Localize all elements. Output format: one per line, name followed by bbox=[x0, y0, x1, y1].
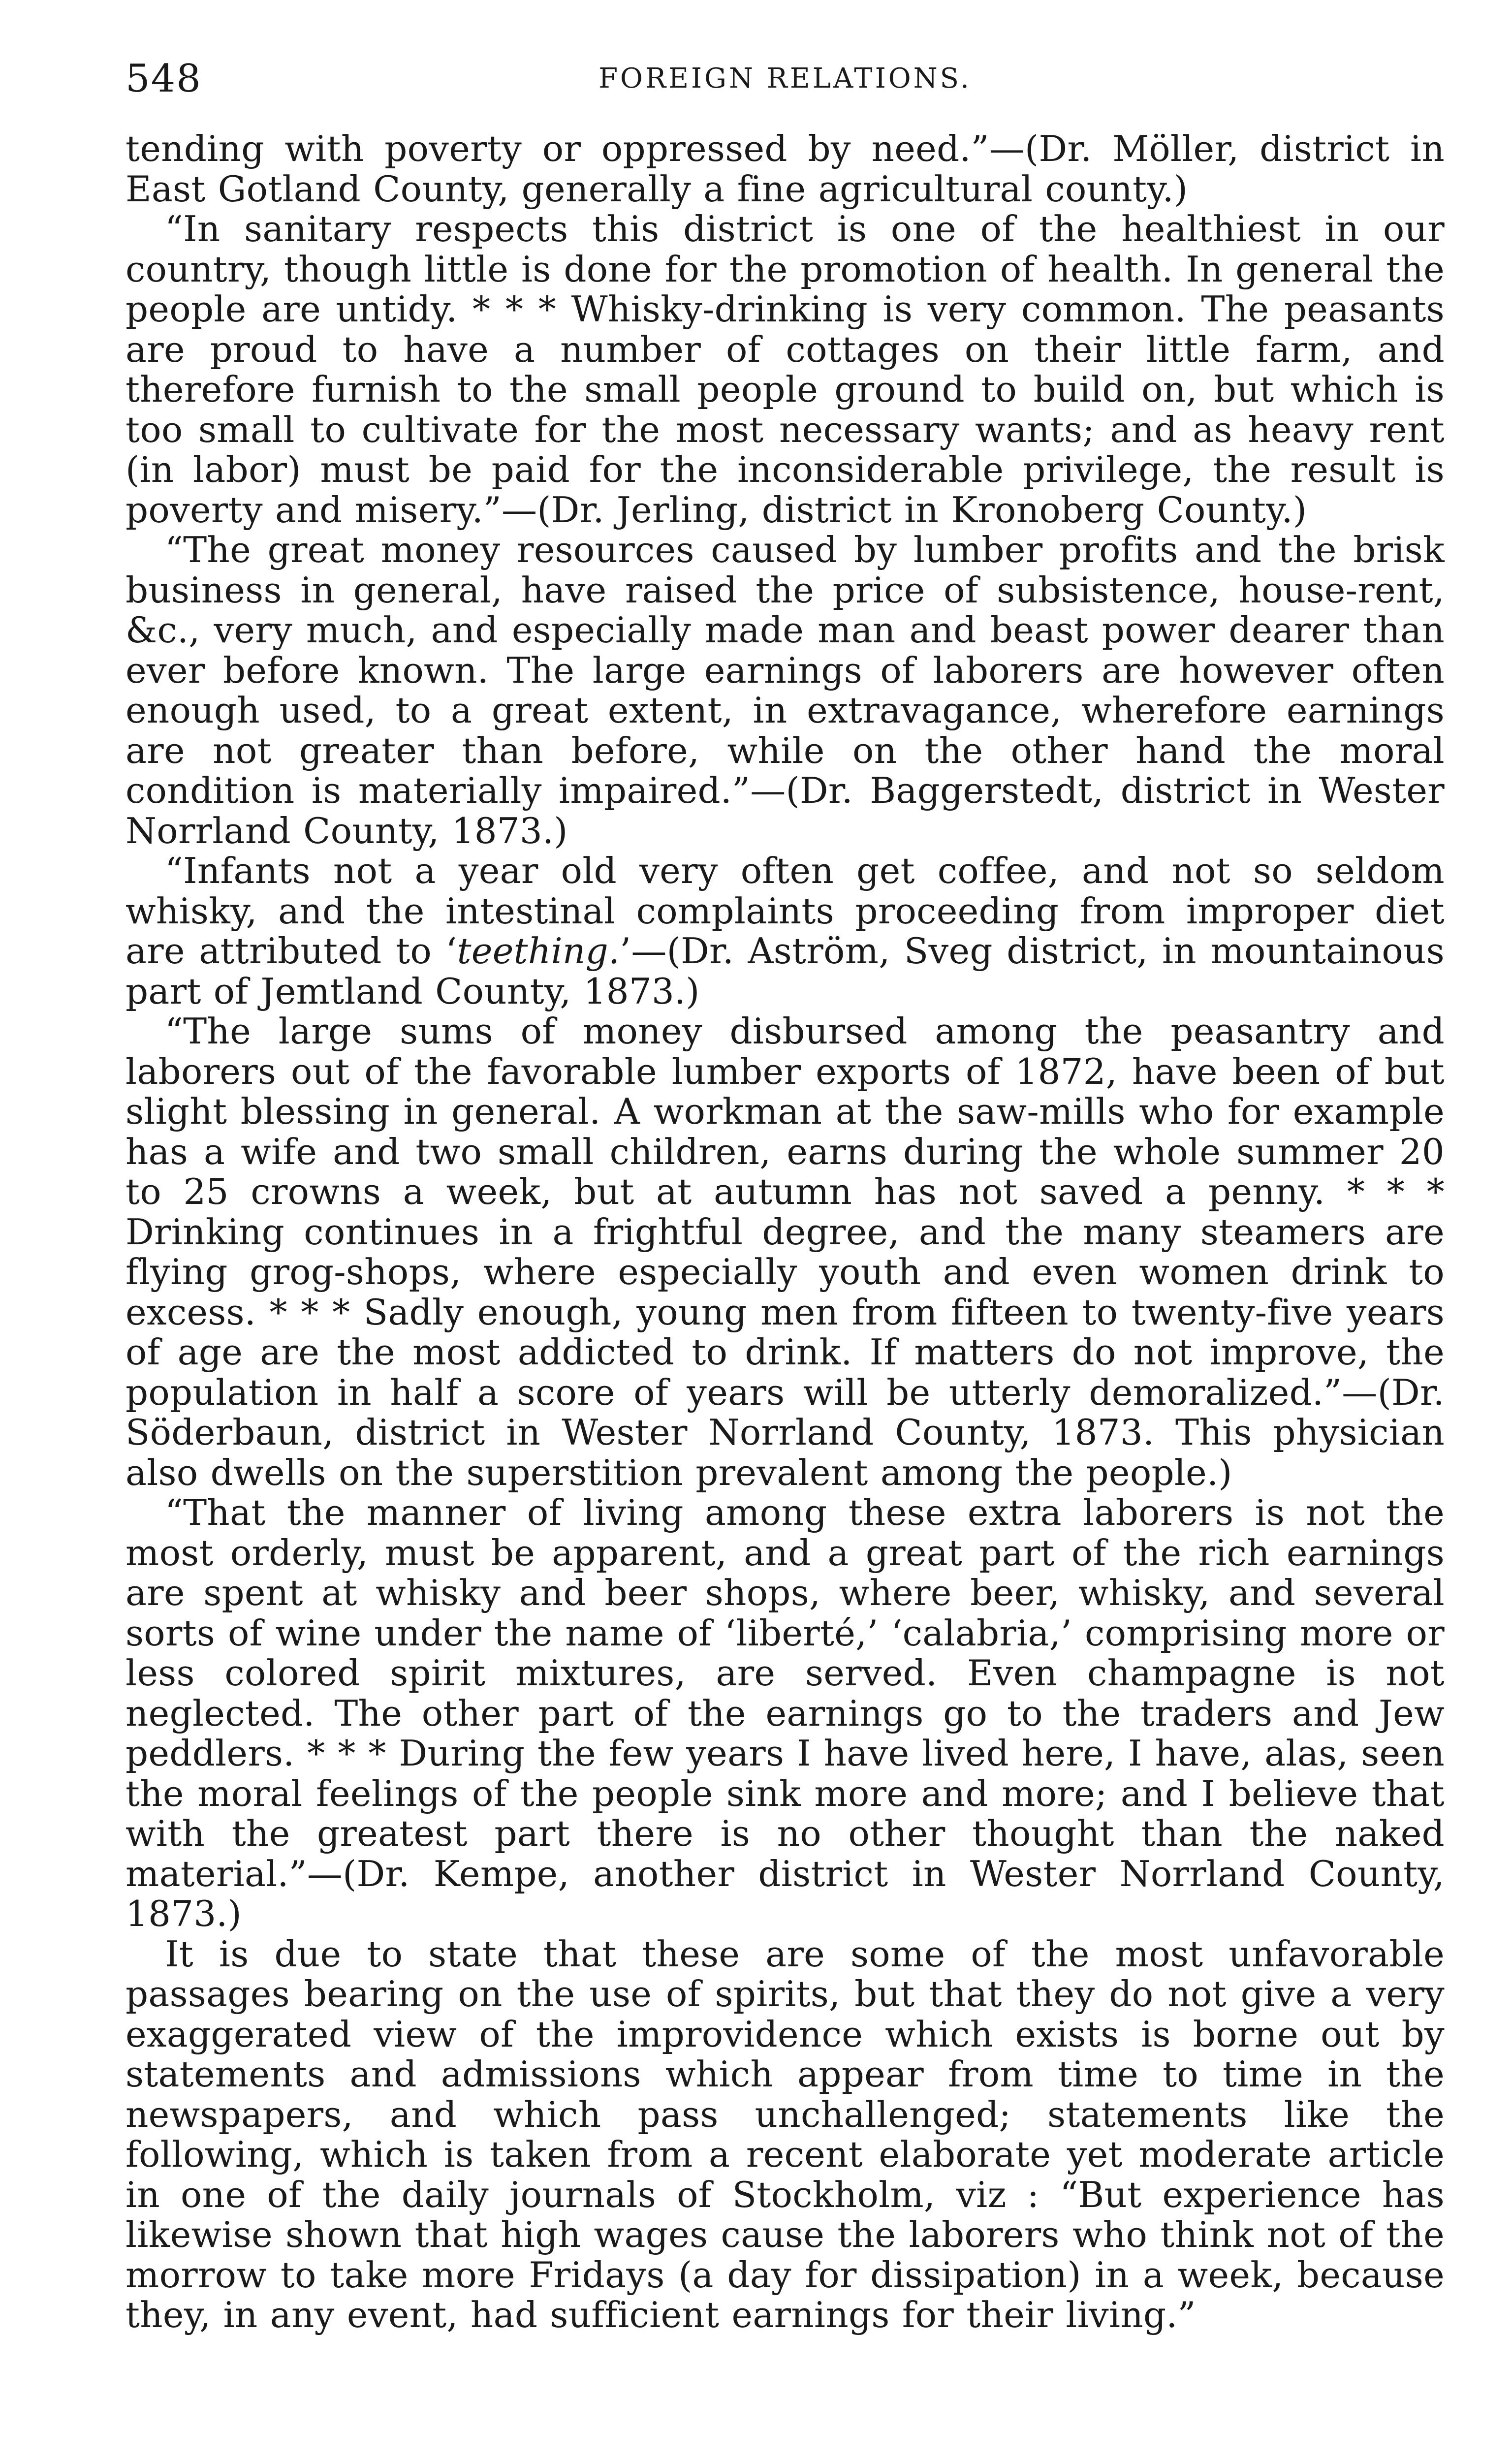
body-text bbox=[126, 129, 1445, 2335]
page-header bbox=[126, 52, 1445, 106]
paragraph-commentary: It is due to state that these are some of the most unfavorable passages bearing on the use of spirits, but that they do not give a very exaggerated view of the improvidence which exists is borne out by statements and admissions which appear from time to time in the newspapers, and which pass unchallenged; statements like the following, which is taken from a recent elaborate yet moderate article in one of the daily journals of Stockholm, viz : “But experience has likewise shown that high wages cause the laborers who think not of the morrow to take more Fridays (a day for dissipation) in a week, because they, in any event, had sufficient earnings for their living.” bbox=[126, 1933, 1445, 2335]
astrom-quote-citation: ’—(Dr. Aström, Sveg district, in mountainous part of Jemtland County, 1873.) bbox=[126, 930, 1445, 1012]
page-number: 548 bbox=[126, 57, 202, 101]
paragraph-jerling-quote: “In sanitary respects this district is one of the healthiest in our country, though little is done for the promotion of health. In general the people are untidy. * * * Whisky-drinking is very common. The peasants are proud to have a number of cottages on their little farm, and therefore furnish to the small people ground to build on, but which is too small to cultivate for the most necessary wants; and as heavy rent (in labor) must be paid for the inconsiderable privilege, the result is poverty and misery.”—(Dr. Jerling, district in Kronoberg County.) bbox=[126, 208, 1445, 531]
astrom-quote-text: “Infants not a year old very often get coffee, and not so seldom whisky, and the intestinal complaints proceeding from improper diet are attributed to ‘ bbox=[126, 850, 1445, 972]
paragraph-moller-quote-end: tending with poverty or oppressed by need.”—(Dr. Möller, district in East Gotland County, generally a fine agricultural county.) bbox=[126, 128, 1445, 210]
paragraph-astrom-quote bbox=[126, 851, 1445, 1011]
paragraph-soderbaun-quote: “The large sums of money disbursed among the peasantry and laborers out of the favorable lumber exports of 1872, have been of but slight blessing in general. A workman at the saw-mills who for example has a wife and two small children, earns during the whole summer 20 to 25 crowns a week, but at autumn has not saved a penny. * * * Drinking continues in a frightful degree, and the many steamers are flying grog-shops, where especially youth and even women drink to excess. * * * Sadly enough, young men from fifteen to twenty-five years of age are the most addicted to drink. If matters do not improve, the population in half a score of years will be utterly demoralized.”—(Dr. Söderbaun, district in Wester Norrland County, 1873. This physician also dwells on the superstition prevalent among the people.) bbox=[126, 1010, 1445, 1493]
paragraph-baggerstedt-quote: “The great money resources caused by lumber profits and the brisk business in general, have raised the price of subsistence, house-rent, &c., very much, and especially made man and beast power dearer than ever before known. The large earnings of laborers are however often enough used, to a great extent, in extravagance, wherefore earnings are not greater than before, while on the other hand the moral condition is materially impaired.”—(Dr. Baggerstedt, district in Wester Norrland County, 1873.) bbox=[126, 529, 1445, 852]
teething-term: teething. bbox=[457, 930, 620, 972]
paragraph-kempe-quote: “That the manner of living among these extra laborers is not the most orderly, must be apparent, and a great part of the rich earnings are spent at whisky and beer shops, where beer, whisky, and several sorts of wine under the name of ‘liberté,’ ‘calabria,’ comprising more or less colored spirit mixtures, are served. Even champagne is not neglected. The other part of the earnings go to the traders and Jew peddlers. * * * During the few years I have lived here, I have, alas, seen the moral feelings of the people sink more and more; and I believe that with the greatest part there is no other thought than the naked material.”—(Dr. Kempe, another district in Wester Norrland County, 1873.) bbox=[126, 1492, 1445, 1934]
running-head: FOREIGN RELATIONS. bbox=[598, 63, 972, 95]
